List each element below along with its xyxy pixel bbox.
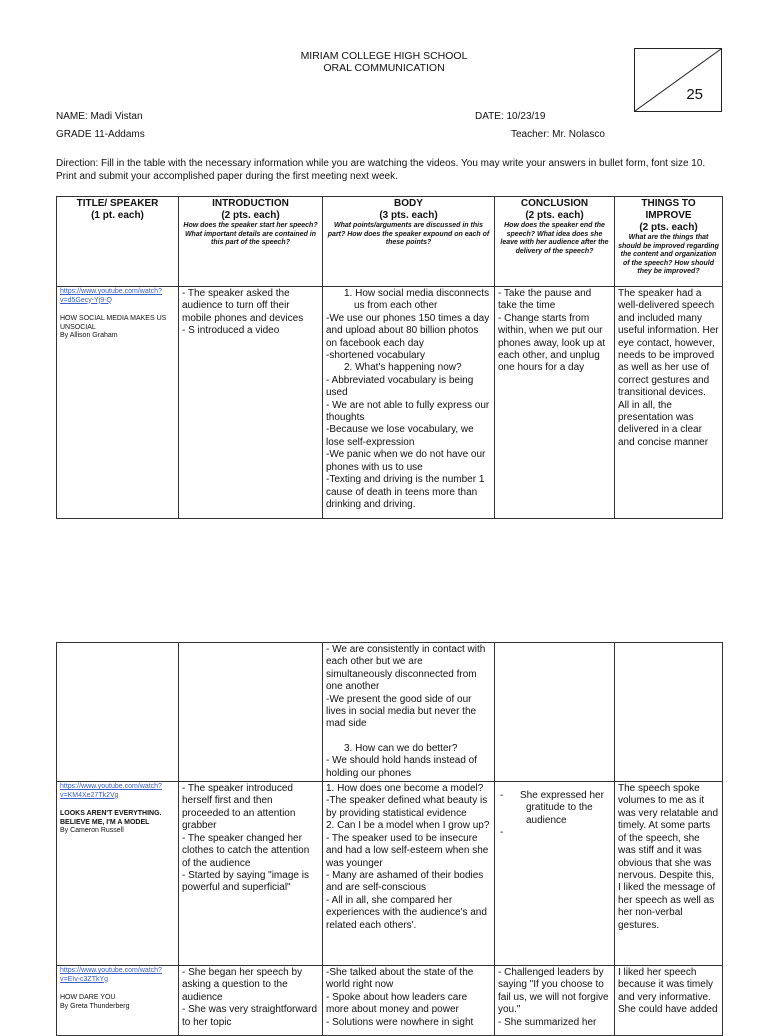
speech-table-2 [56, 642, 723, 1036]
table-header-row [57, 197, 723, 287]
cell-introduction: - The speaker asked the audience to turn off their mobile phones and devices - S introduced a video [179, 287, 323, 519]
video-link[interactable]: https://www.youtube.com/watch?v=EIv-c3ZTkYg [60, 967, 162, 983]
score-value: 25 [686, 86, 703, 103]
score-box [634, 48, 722, 112]
cell-title [57, 643, 179, 782]
video-link[interactable]: https://www.youtube.com/watch?v=d5Gecy-Yj9-Q [60, 288, 162, 304]
cell-title [57, 287, 179, 519]
subject-name: ORAL COMMUNICATION [323, 62, 445, 74]
speech-title: HOW DARE YOU [60, 994, 116, 1002]
speaker: By Greta Thunderberg [60, 1002, 130, 1010]
cell-conclusion: - She expressed her gratitude to the audience - [495, 782, 615, 966]
cell-title [57, 782, 179, 966]
speaker: By Cameron Russell [60, 827, 124, 835]
col-things-to-improve: THINGS TO IMPROVE (2 pts. each) What are the things that should be improved regarding the content and organization of the speech? How should they be improved? [615, 197, 723, 287]
cell-conclusion: - Take the pause and take the time - Change starts from within, when we put our phones away, look up at each other, and unplug one hours for a day [495, 287, 615, 519]
cell-body: -She talked about the state of the world right now - Spoke about how leaders care more about money and power - Solutions were nowhere in sight [323, 966, 495, 1036]
cell-improve: I liked her speech because it was timely and very informative. She could have added [615, 966, 723, 1036]
cell-body: 1. How does one become a model? -The speaker defined what beauty is by providing statistical evidence 2. Can I be a model when I grow up? - The speaker used to be insecure and had a low self-esteem when she was younger - Many are ashamed of their bodies and are self-conscious - All in all, she compared her experiences with the audience's and related each others'. [323, 782, 495, 966]
cell-introduction: - The speaker introduced herself first and then proceeded to an attention grabber - The speaker changed her clothes to catch the attention of the audience - Started by saying "image is powerful and superficial" [179, 782, 323, 966]
cell-introduction [179, 643, 323, 782]
student-name: NAME: Madi Vistan [56, 111, 143, 122]
cell-improve [615, 643, 723, 782]
video-link[interactable]: https://www.youtube.com/watch?v=KM4Xe27Tk2Vg [60, 783, 162, 799]
table-row [57, 782, 723, 966]
cell-conclusion [495, 643, 615, 782]
cell-body: 1. How social media disconnects us from each other -We use our phones 150 times a day and upload about 80 billion photos on facebook each day -shortened vocabulary 2. What's happening now? - Abbreviated vocabulary is being used - We are not able to fully express our thoughts -Because we lose vocabulary, we lose self-expression -We panic when we do not have our phones with us to use -Texting and driving is the number 1 cause of death in teens more than drinking and driving. [323, 287, 495, 519]
school-name: MIRIAM COLLEGE HIGH SCHOOL [300, 50, 468, 62]
teacher: Teacher: Mr. Nolasco [511, 129, 605, 140]
cell-title [57, 966, 179, 1036]
speech-title: HOW SOCIAL MEDIA MAKES US UNSOCIAL [60, 315, 167, 331]
speaker: By Allison Graham [60, 332, 118, 339]
col-introduction: INTRODUCTION (2 pts. each) How does the speaker start her speech? What important details are contained in this part of the speech? [179, 197, 323, 287]
score-diagonal [635, 49, 721, 111]
cell-body: - We are consistently in contact with each other but we are simultaneously disconnected from one another -We present the good side of our lives in social media but never the mad side 3. How can we do better? - We should hold hands instead of holding our phones [323, 643, 495, 782]
col-conclusion: CONCLUSION (2 pts. each) How does the speaker end the speech? What idea does she leave with her audience after the delivery of the speech? [495, 197, 615, 287]
col-body: BODY (3 pts. each) What points/arguments are discussed in this part? How does the speaker expound on each of these points? [323, 197, 495, 287]
cell-improve: The speaker had a well-delivered speech and included many useful information. Her eye contact, however, needs to be improved as well as her use of correct gestures and transitional devices. All in all, the presentation was delivered in a clear and concise manner [615, 287, 723, 519]
grade: GRADE 11-Addams [56, 129, 145, 140]
date: DATE: 10/23/19 [475, 111, 546, 122]
table-row [57, 643, 723, 782]
cell-conclusion: - Challenged leaders by saying "If you choose to fail us, we will not forgive you." - She summarized her [495, 966, 615, 1036]
direction: Direction: Fill in the table with the necessary information while you are watching the videos. You may write your answers in bullet form, font size 10. Print and submit your accomplished paper during the first meeting next week. [56, 158, 706, 182]
table-row [57, 966, 723, 1036]
table-row [57, 287, 723, 519]
col-title-speaker: TITLE/ SPEAKER (1 pt. each) [57, 197, 179, 287]
speech-table-1 [56, 196, 723, 519]
speech-title: LOOKS AREN'T EVERYTHING. BELIEVE ME, I'M A MODEL [60, 810, 162, 826]
cell-introduction: - She began her speech by asking a question to the audience - She was very straightforward to her topic [179, 966, 323, 1036]
cell-improve: The speech spoke volumes to me as it was very relatable and timely. At some parts of the speech, she was stiff and it was obvious that she was nervous. Despite this, I liked the message of her speech as well as her non-verbal gestures. [615, 782, 723, 966]
